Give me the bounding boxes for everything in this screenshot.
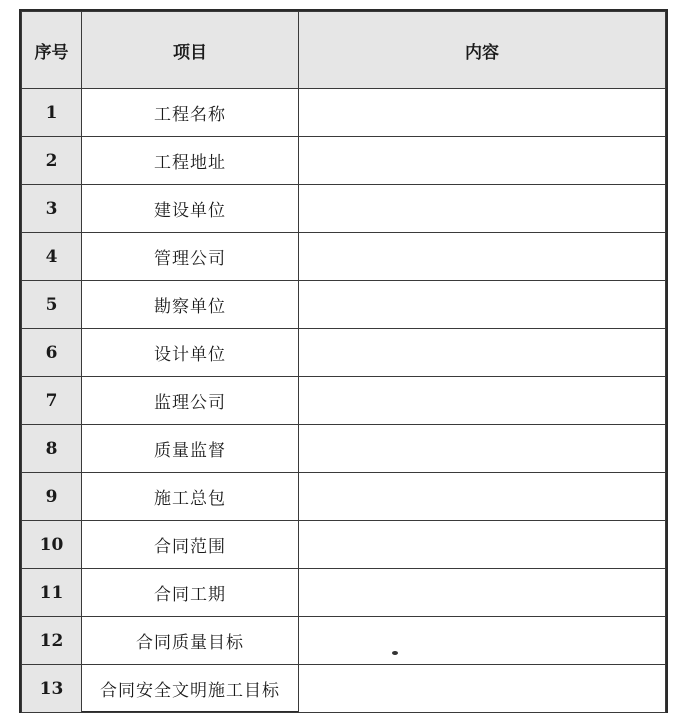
row-content-cell[interactable]: [299, 89, 666, 137]
header-item: 项目: [82, 12, 299, 89]
table-row: [22, 329, 666, 377]
table-header-row: [22, 12, 666, 89]
row-item-label: 工程地址: [82, 137, 299, 185]
table-row: [22, 185, 666, 233]
row-item-label: 合同范围: [82, 521, 299, 569]
row-item-label: 合同安全文明施工目标: [82, 665, 299, 713]
row-content-cell[interactable]: [299, 377, 666, 425]
row-item-label: 合同质量目标: [82, 617, 299, 665]
row-number: 3: [22, 185, 82, 233]
header-serial-number: 序号: [22, 12, 82, 89]
row-number: 13: [22, 665, 82, 713]
row-number: 8: [22, 425, 82, 473]
table-row: [22, 89, 666, 137]
row-item-label: 施工总包: [82, 473, 299, 521]
row-number: 12: [22, 617, 82, 665]
table-row: [22, 617, 666, 665]
table-row: [22, 425, 666, 473]
row-number: 7: [22, 377, 82, 425]
row-item-label: 工程名称: [82, 89, 299, 137]
row-content-cell[interactable]: [299, 569, 666, 617]
row-item-label: 质量监督: [82, 425, 299, 473]
row-content-cell[interactable]: [299, 665, 666, 713]
table-row: [22, 473, 666, 521]
table-row: [22, 377, 666, 425]
ink-speck: [392, 651, 398, 655]
row-content-cell[interactable]: [299, 281, 666, 329]
row-content-cell[interactable]: [299, 425, 666, 473]
row-content-cell[interactable]: [299, 185, 666, 233]
row-content-cell[interactable]: [299, 521, 666, 569]
row-number: 10: [22, 521, 82, 569]
table-row: [22, 665, 666, 713]
row-number: 5: [22, 281, 82, 329]
row-number: 4: [22, 233, 82, 281]
row-item-label: 管理公司: [82, 233, 299, 281]
row-number: 2: [22, 137, 82, 185]
row-item-label: 设计单位: [82, 329, 299, 377]
row-item-label: 建设单位: [82, 185, 299, 233]
table-row: [22, 569, 666, 617]
project-info-table: [21, 11, 666, 713]
row-number: 11: [22, 569, 82, 617]
row-content-cell[interactable]: [299, 329, 666, 377]
row-item-label: 合同工期: [82, 569, 299, 617]
row-item-label: 勘察单位: [82, 281, 299, 329]
header-content: 内容: [299, 12, 666, 89]
row-content-cell[interactable]: [299, 617, 666, 665]
row-number: 1: [22, 89, 82, 137]
row-content-cell[interactable]: [299, 137, 666, 185]
project-info-sheet: [19, 9, 668, 713]
table-row: [22, 233, 666, 281]
table-row: [22, 137, 666, 185]
row-content-cell[interactable]: [299, 233, 666, 281]
table-row: [22, 281, 666, 329]
table-row: [22, 521, 666, 569]
row-item-label: 监理公司: [82, 377, 299, 425]
row-number: 6: [22, 329, 82, 377]
row-content-cell[interactable]: [299, 473, 666, 521]
row-number: 9: [22, 473, 82, 521]
